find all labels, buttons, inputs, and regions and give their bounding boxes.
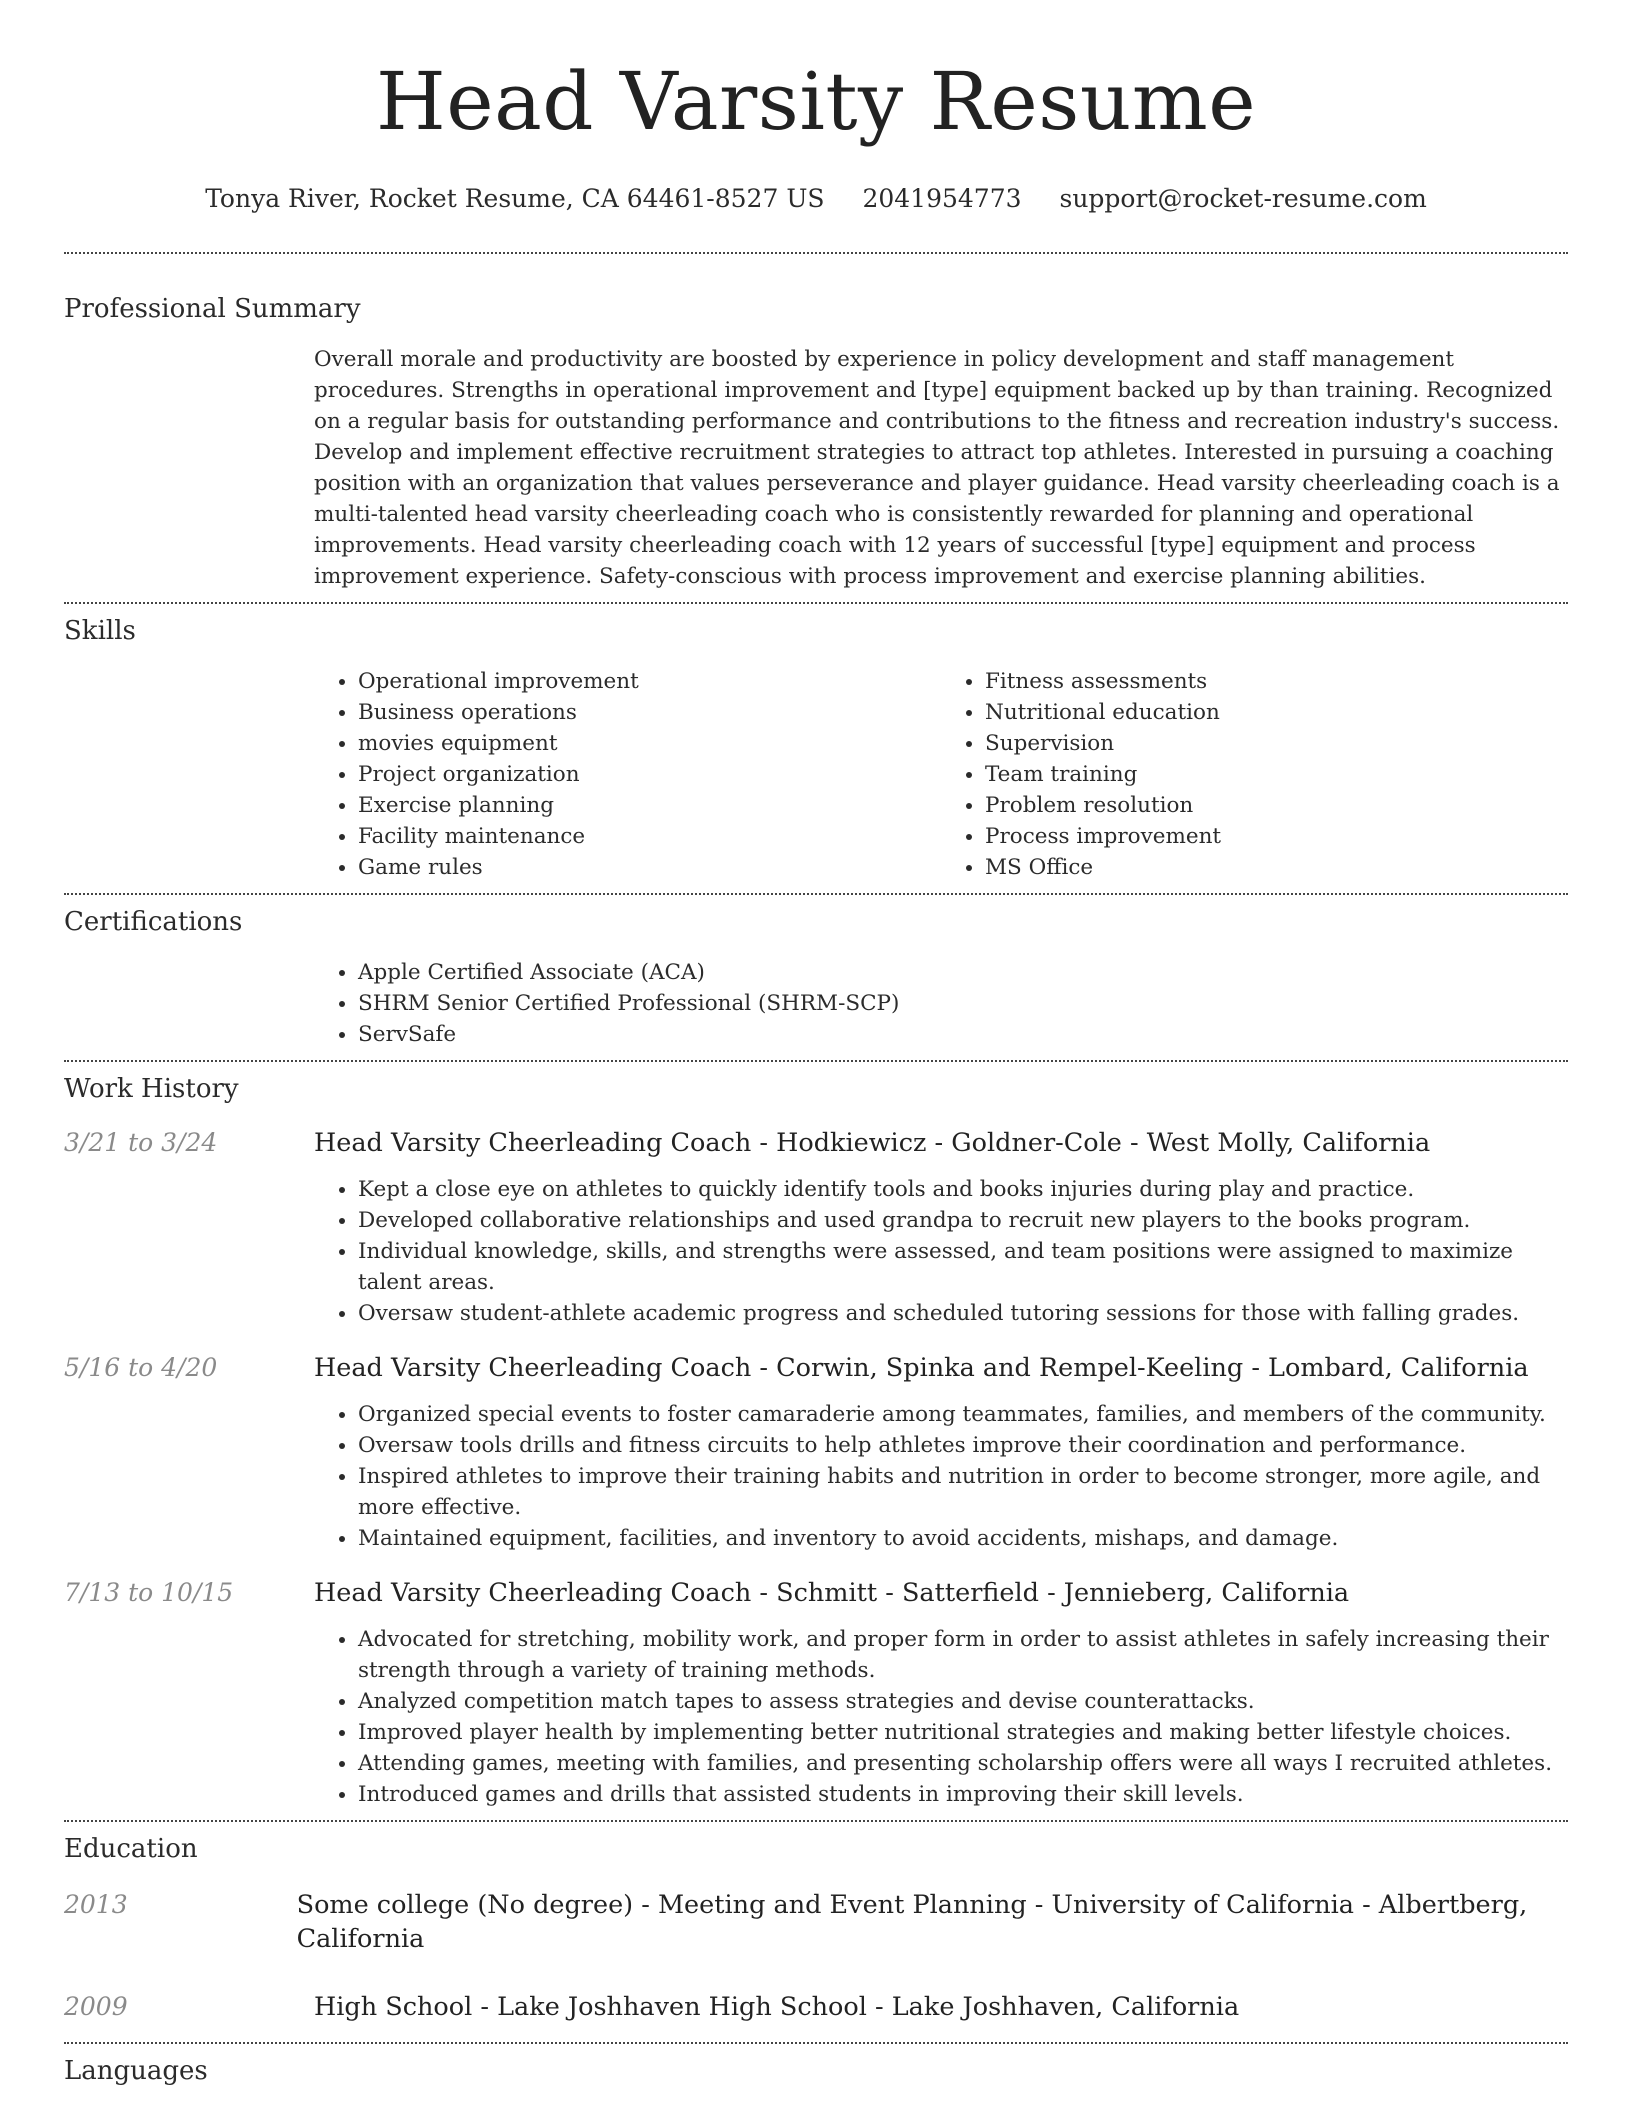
education-date: 2009 — [64, 1992, 128, 2021]
education-section — [64, 1832, 1568, 2024]
certification-item: • ServSafe — [358, 1019, 1568, 1050]
summary-text: Overall morale and productivity are boosted by experience in policy development and staff management procedures. Strengths in operational improvement and [type] equipment backed up by than training. Recognized on a regular basis for outstanding performance and contributions to the fitness and recreation industry's success. Develop and implement effective recruitment strategies to attract top athletes. Interested in pursuing a coaching position with an organization that values perseverance and player guidance. Head varsity cheerleading coach is a multi-talented head varsity cheerleading coach who is consistently rewarded for planning and operational improvements. Head varsity cheerleading coach with 12 years of successful [type] equipment and process improvement experience. Safety-conscious with process improvement and exercise planning abilities. — [314, 347, 1560, 589]
job-title: Head Varsity Cheerleading Coach - Schmitt - Satterfield - Jennieberg, California — [314, 1578, 1350, 1608]
skill-item: • Nutritional education — [985, 697, 1568, 728]
skill-item: • Team training — [985, 759, 1568, 790]
education-entry — [64, 1990, 1568, 2024]
job-bullet: • Developed collaborative relationships and used grandpa to recruit new players to the books program. — [358, 1205, 1568, 1236]
job-bullets — [314, 1174, 1568, 1329]
contact-address: Tonya River, Rocket Resume, CA 64461-8527 US — [205, 184, 825, 213]
contact-phone: 2041954773 — [862, 184, 1022, 213]
section-divider — [64, 1820, 1568, 1822]
section-divider — [64, 893, 1568, 895]
job-bullet: • Inspired athletes to improve their training habits and nutrition in order to become stronger, more agile, and more effective. — [358, 1461, 1568, 1523]
work-history-section — [64, 1072, 1568, 1810]
certifications-section — [64, 905, 1568, 1050]
section-heading-languages: Languages — [64, 2056, 208, 2086]
job-bullet: • Attending games, meeting with families, and presenting scholarship offers were all ways I recruited athletes. — [358, 1748, 1568, 1779]
education-title: High School - Lake Joshhaven High School - Lake Joshhaven, California — [314, 1992, 1240, 2022]
job-bullet: • Improved player health by implementing better nutritional strategies and making better lifestyle choices. — [358, 1717, 1568, 1748]
section-divider — [64, 2042, 1568, 2044]
job-bullet: • Introduced games and drills that assisted students in improving their skill levels. — [358, 1779, 1568, 1810]
job-entry — [64, 1576, 1568, 1810]
section-heading-certifications: Certifications — [64, 907, 243, 937]
job-date: 5/16 to 4/20 — [64, 1353, 218, 1382]
certification-item: • Apple Certified Associate (ACA) — [358, 957, 1568, 988]
education-date: 2013 — [64, 1890, 128, 1919]
skill-item: • Game rules — [358, 852, 941, 883]
job-bullets — [314, 1399, 1568, 1554]
professional-summary-section — [64, 292, 1568, 592]
section-divider — [64, 252, 1568, 254]
job-bullet: • Maintained equipment, facilities, and inventory to avoid accidents, mishaps, and damage. — [358, 1523, 1568, 1554]
contact-email: support@rocket-resume.com — [1059, 184, 1427, 213]
certifications-list — [314, 957, 1568, 1050]
job-bullets — [314, 1624, 1568, 1810]
skill-item: • Facility maintenance — [358, 821, 941, 852]
job-bullet: • Individual knowledge, skills, and strengths were assessed, and team positions were assigned to maximize talent areas. — [358, 1236, 1568, 1298]
skill-item: • movies equipment — [358, 728, 941, 759]
job-bullet: • Kept a close eye on athletes to quickly identify tools and books injuries during play and practice. — [358, 1174, 1568, 1205]
skill-item: • MS Office — [985, 852, 1568, 883]
skill-item: • Operational improvement — [358, 666, 941, 697]
certification-item: • SHRM Senior Certified Professional (SHRM-SCP) — [358, 988, 1568, 1019]
skill-item: • Process improvement — [985, 821, 1568, 852]
languages-section — [64, 2054, 1568, 2088]
skills-list-left — [314, 666, 941, 883]
job-bullet: • Advocated for stretching, mobility work, and proper form in order to assist athletes in safely increasing their strength through a variety of training methods. — [358, 1624, 1568, 1686]
section-heading-summary: Professional Summary — [64, 294, 361, 324]
education-entry — [64, 1888, 1568, 1956]
section-divider — [64, 1060, 1568, 1062]
skill-item: • Problem resolution — [985, 790, 1568, 821]
section-divider — [64, 602, 1568, 604]
job-date: 3/21 to 3/24 — [64, 1128, 218, 1157]
skill-item: • Exercise planning — [358, 790, 941, 821]
job-title: Head Varsity Cheerleading Coach - Hodkiewicz - Goldner-Cole - West Molly, California — [314, 1128, 1431, 1158]
job-bullet: • Organized special events to foster camaraderie among teammates, families, and members of the community. — [358, 1399, 1568, 1430]
job-date: 7/13 to 10/15 — [64, 1578, 234, 1607]
job-bullet: • Oversaw student-athlete academic progress and scheduled tutoring sessions for those with falling grades. — [358, 1298, 1568, 1329]
section-heading-education: Education — [64, 1834, 198, 1864]
education-title: Some college (No degree) - Meeting and Event Planning - University of California - Albertberg, California — [296, 1890, 1528, 1954]
skill-item: • Fitness assessments — [985, 666, 1568, 697]
contact-line — [64, 182, 1568, 216]
section-heading-work: Work History — [64, 1074, 239, 1104]
job-entry — [64, 1126, 1568, 1329]
skills-section — [64, 614, 1568, 883]
section-heading-skills: Skills — [64, 616, 136, 646]
skills-list-right — [941, 666, 1568, 883]
job-bullet: • Oversaw tools drills and fitness circuits to help athletes improve their coordination and performance. — [358, 1430, 1568, 1461]
job-bullet: • Analyzed competition match tapes to assess strategies and devise counterattacks. — [358, 1686, 1568, 1717]
skill-item: • Project organization — [358, 759, 941, 790]
resume-title: Head Varsity Resume — [375, 55, 1257, 148]
job-entry — [64, 1351, 1568, 1554]
skill-item: • Supervision — [985, 728, 1568, 759]
skill-item: • Business operations — [358, 697, 941, 728]
job-title: Head Varsity Cheerleading Coach - Corwin, Spinka and Rempel-Keeling - Lombard, California — [314, 1353, 1529, 1383]
